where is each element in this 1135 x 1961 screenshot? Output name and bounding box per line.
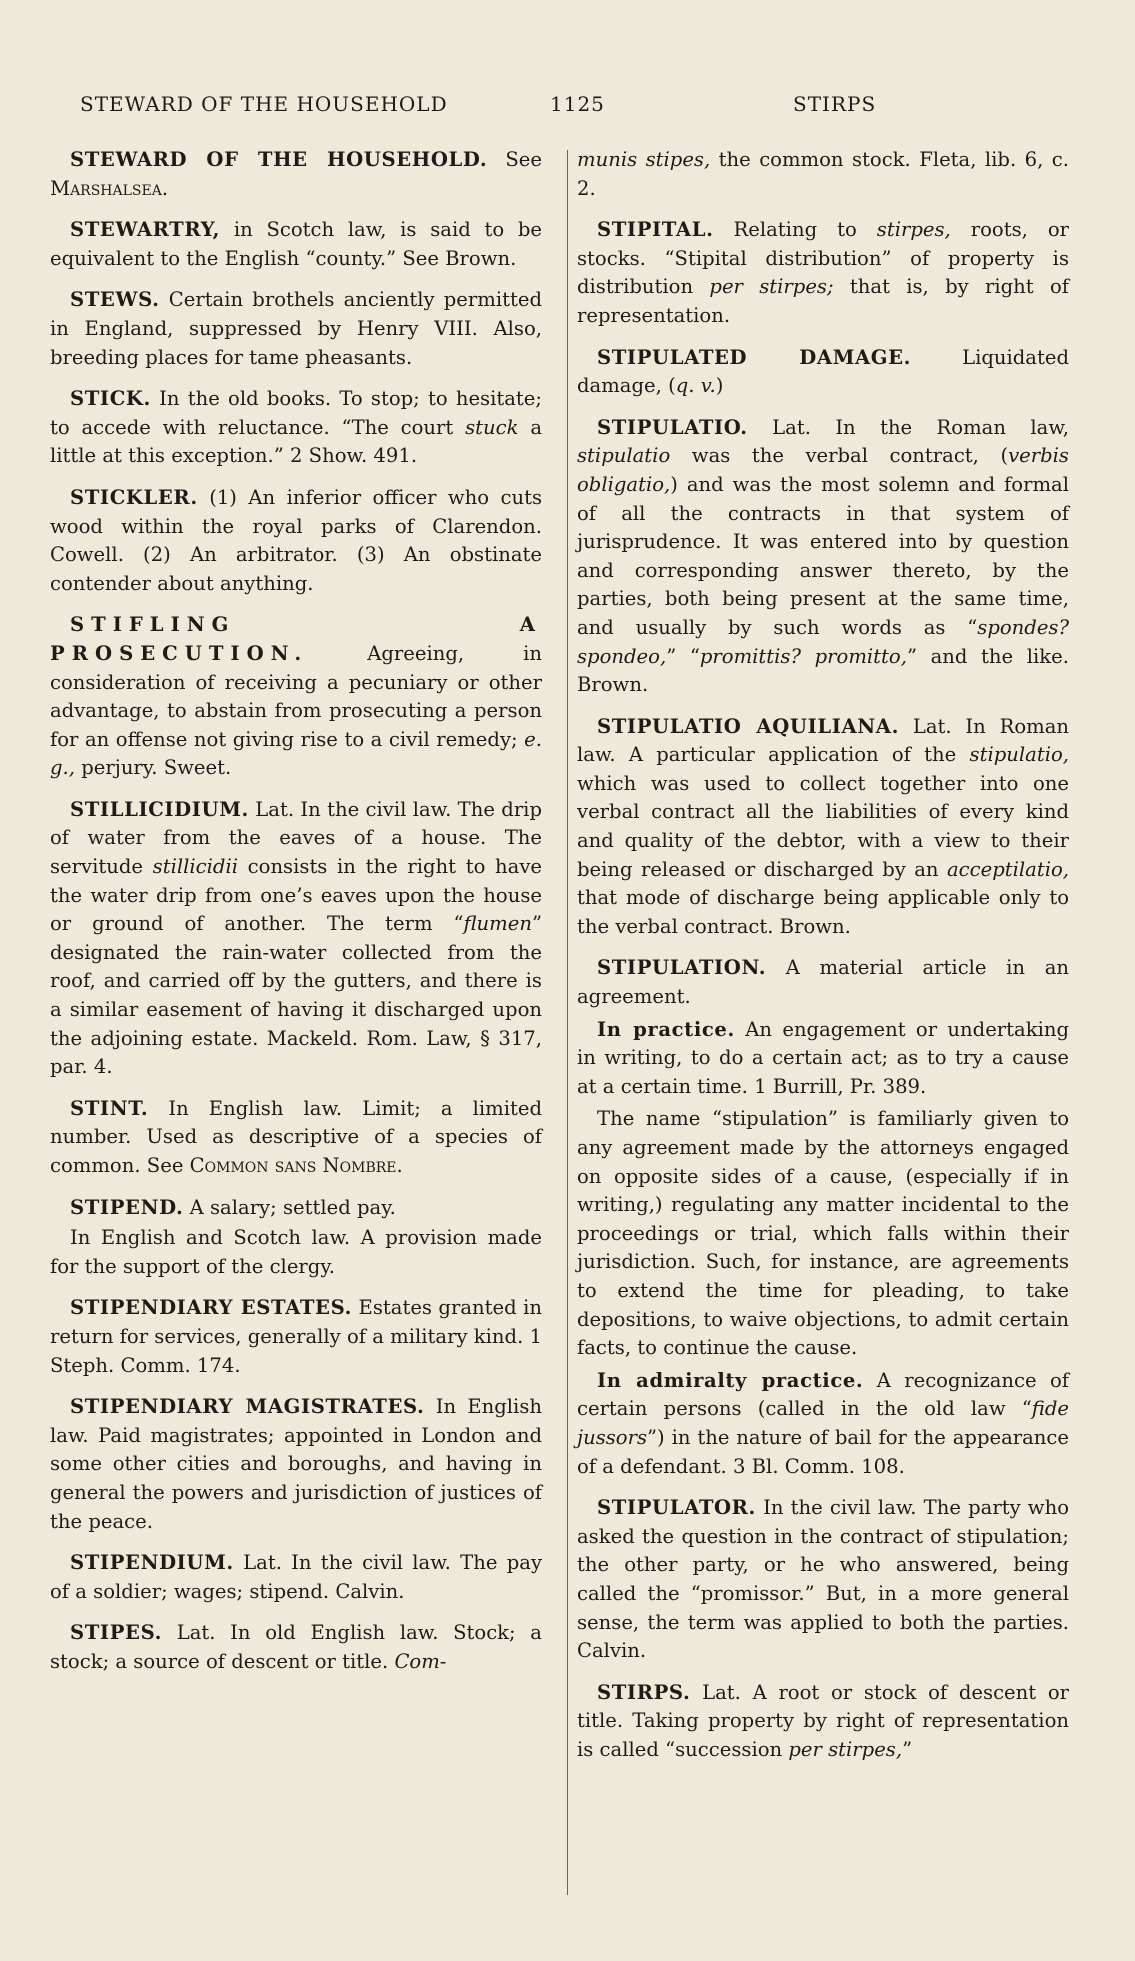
entry-term: STIPENDIARY ESTATES. — [70, 1296, 353, 1320]
entry-stipes — [50, 1619, 542, 1676]
entry-text: ” designated the rain-water collected from the roof, and carried off by the gutters, and there is a similar easement of having it discharged upon the adjoining estate. Mackeld. Rom. Law, § 317, par. 4. — [50, 912, 542, 1079]
entry-term: STIPULATIO AQUILIANA. — [597, 714, 900, 738]
entry-stillicidium — [50, 796, 542, 1082]
entry-text: roots, or stocks. “Stipital distribution” of property is distribution — [577, 218, 1070, 299]
entry-italic: stirpes, — [876, 218, 951, 242]
entry-term: STIPITAL. — [597, 218, 714, 242]
entry-text: Lat. In old English law. Stock; a stock; a source of descent or title. — [50, 1621, 542, 1673]
entry-term: STIPULATED DAMAGE. — [597, 345, 912, 369]
entry-term: STEWARD OF THE HOUSEHOLD. — [70, 148, 488, 171]
right-column — [577, 146, 1069, 1777]
entry-stipulation — [577, 954, 1069, 1011]
entry-stipes-continued — [577, 146, 1069, 203]
entry-text: which was used to collect together into one verbal contract all the liabilities of every kind and quality of the debtor, with a view to their being released or discharged by an — [577, 771, 1069, 881]
running-header — [80, 92, 1070, 122]
cross-reference: Marshalsea. — [50, 176, 169, 200]
entry-text: In English law. Limit; a limited number. Used as descriptive of a species of common. See — [50, 1096, 543, 1177]
entry-subsense-lead: In admiralty practice. — [597, 1368, 864, 1392]
entry-text: ) and was the most solemn and formal of all the contracts in that system of jurisprudence. It was entered into by question and corresponding answer thereto, by the parties, both being present at the same time, and usually by such words as “ — [577, 472, 1069, 639]
page-number: 1125 — [550, 92, 605, 116]
entry-stipulated-damage — [577, 344, 1069, 401]
entry-stipulator — [577, 1494, 1069, 1666]
entry-text: Agreeing, in consideration of receiving a pecuniary or other advantage, to abstain from prosecuting a person for an offense not giving rise to a civil remedy; — [50, 641, 542, 751]
entry-text: Lat. In the civil law. The drip of water from the eaves of a house. The servitude — [50, 797, 542, 879]
entry-text: (1) An inferior officer who cuts wood within the royal parks of Clarendon. Cowell. (2) An arbitrator. (3) An obstinate contender about anything. — [50, 485, 542, 595]
entry-text: In the old books. To stop; to hesitate; to accede with reluctance. “The court — [50, 387, 542, 439]
entry-stirps — [577, 1679, 1069, 1765]
entry-stipend-subsense — [50, 1224, 542, 1281]
entry-stewartry — [50, 216, 542, 273]
entry-term: STIPULATION. — [597, 956, 767, 980]
entry-term: STICK. — [70, 387, 151, 411]
entry-text: the common stock. Fleta, lib. 6, c. 2. — [577, 148, 1069, 200]
entry-italic: Com- — [394, 1649, 447, 1673]
entry-italic: stuck — [465, 415, 519, 439]
entry-stipital — [577, 216, 1069, 330]
entry-text: ” and the like. Brown. — [577, 644, 1069, 697]
entry-stipendiary-estates — [50, 1294, 542, 1380]
entry-text: that is, by right of representation. — [577, 275, 1070, 327]
entry-stint — [50, 1095, 542, 1181]
entry-text: ) — [715, 374, 724, 398]
entry-text: Lat. In the Roman law, — [772, 415, 1069, 439]
entry-text: consists in the right to have the water drip from one’s eaves upon the house or ground of another. The term “ — [50, 855, 543, 936]
entry-italic: stillicidii — [152, 855, 238, 879]
entry-term: STIFLING A PROSECUTION. — [50, 613, 542, 665]
entry-italic: per stirpes; — [709, 275, 834, 299]
entry-text: In English and Scotch law. A provision made for the support of the clergy. — [50, 1226, 542, 1278]
entry-stipulatio-aquiliana — [577, 713, 1069, 942]
entry-italic: stipulatio — [577, 444, 671, 468]
entry-text: Lat. In the civil law. The pay of a soldier; wages; stipend. Calvin. — [50, 1551, 543, 1603]
entry-stews — [50, 286, 542, 372]
entry-italic: acceptilatio, — [946, 857, 1069, 881]
entry-stipulation-in-practice — [577, 1016, 1069, 1102]
entry-stifling-a-prosecution — [50, 611, 542, 783]
entry-term: STEWARTRY, — [70, 218, 221, 242]
entry-text: Liquidated damage, ( — [577, 345, 1070, 398]
entry-term: STIPENDIUM. — [70, 1551, 234, 1575]
entry-term: STIRPS. — [597, 1680, 691, 1704]
entry-stipend — [50, 1194, 542, 1223]
entry-term: STIPES. — [70, 1621, 163, 1645]
entry-term: STILLICIDIUM. — [70, 797, 249, 821]
entry-italic: per stirpes, — [788, 1737, 903, 1761]
header-right-title: STIRPS — [793, 92, 877, 116]
cross-reference: Common sans Nombre. — [189, 1154, 403, 1177]
entry-italic: verbis obligatio, — [577, 444, 1069, 496]
column-divider — [567, 150, 568, 1895]
entry-text: A salary; settled pay. — [189, 1195, 396, 1219]
entry-text: A recognizance of certain persons (called in the old law “ — [577, 1368, 1070, 1421]
entry-text: Estates granted in return for services, generally of a military kind. 1 Steph. Comm. 174. — [50, 1296, 542, 1377]
entry-text: perjury. Sweet. — [81, 756, 232, 780]
entry-text: ” — [902, 1737, 913, 1761]
entry-stipulation-admiralty — [577, 1367, 1069, 1481]
entry-stickler — [50, 484, 542, 598]
entry-italic: e. g., — [50, 727, 542, 780]
entry-stipendium — [50, 1549, 542, 1606]
entry-subsense-lead: In practice. — [597, 1017, 735, 1041]
entry-text: was the verbal contract, ( — [691, 444, 1009, 468]
entry-steward-of-the-household — [50, 146, 542, 203]
entry-text: Certain brothels anciently permitted in England, suppressed by Henry VIII. Also, breeding places for tame pheasants. — [50, 288, 542, 369]
entry-italic: stipulatio, — [969, 743, 1070, 767]
entry-italic: q. v. — [675, 374, 716, 398]
entry-text: that mode of discharge being applicable only to the verbal contract. Brown. — [577, 886, 1069, 938]
header-left-title: STEWARD OF THE HOUSEHOLD — [80, 92, 448, 116]
entry-text: ” “ — [666, 644, 700, 668]
entry-stipendiary-magistrates — [50, 1393, 542, 1536]
entry-term: STIPULATOR. — [597, 1496, 756, 1520]
entry-text: The name “stipulation” is familiarly given to any agreement made by the attorneys engaged on opposite sides of a cause, (especially if in writing,) regulating any matter incidental to the proceedings or trial, which falls within their jurisdiction. Such, for instance, are agreements to extend the time for pleading, to take depositions, to waive objections, to admit certain facts, to continue the cause. — [577, 1107, 1069, 1360]
entry-text: a little at this exception.” 2 Show. 491. — [50, 415, 543, 468]
entry-text: In English law. Paid magistrates; appointed in London and some other cities and boroughs, and having in general the powers and jurisdiction of justices of the peace. — [50, 1395, 542, 1533]
entry-term: STEWS. — [70, 288, 160, 312]
entry-stipulatio — [577, 414, 1069, 700]
entry-italic: flumen — [463, 912, 532, 936]
entry-text: Lat. A root or stock of descent or title. Taking property by right of representation is called “succession — [577, 1680, 1069, 1761]
entry-stipulation-name — [577, 1105, 1069, 1362]
entry-text: ”) in the nature of bail for the appearance of a defendant. 3 Bl. Comm. 108. — [577, 1425, 1069, 1478]
left-column — [50, 146, 542, 1690]
entry-text: A material article in an agreement. — [577, 956, 1069, 1009]
entry-term: STIPEND. — [70, 1195, 184, 1219]
entry-italic: promittis? promitto, — [699, 644, 907, 668]
entry-text: An engagement or undertaking in writing, to do a certain act; as to try a cause at a certain time. 1 Burrill, Pr. 389. — [577, 1017, 1070, 1098]
entry-text: in Scotch law, is said to be equivalent to the English “county.” See Brown. — [50, 218, 543, 270]
entry-stick — [50, 385, 542, 471]
entry-term: STINT. — [70, 1096, 149, 1120]
entry-text: Relating to — [733, 218, 857, 242]
entry-italic: fide jussors — [577, 1397, 1069, 1449]
entry-term: STIPENDIARY MAGISTRATES. — [70, 1395, 425, 1419]
entry-term: STICKLER. — [70, 485, 198, 509]
entry-text: Lat. In Roman law. A particular application of the — [577, 714, 1069, 767]
entry-text: See — [505, 148, 542, 171]
entry-italic: spondes? spondeo, — [577, 615, 1069, 668]
entry-text: In the civil law. The party who asked the question in the contract of stipulation; the other party, or he who answered, being called the “promissor.” But, in a more general sense, the term was applied to both the parties. Calvin. — [577, 1496, 1069, 1663]
entry-italic: munis stipes, — [577, 148, 711, 171]
entry-term: STIPULATIO. — [597, 415, 748, 439]
